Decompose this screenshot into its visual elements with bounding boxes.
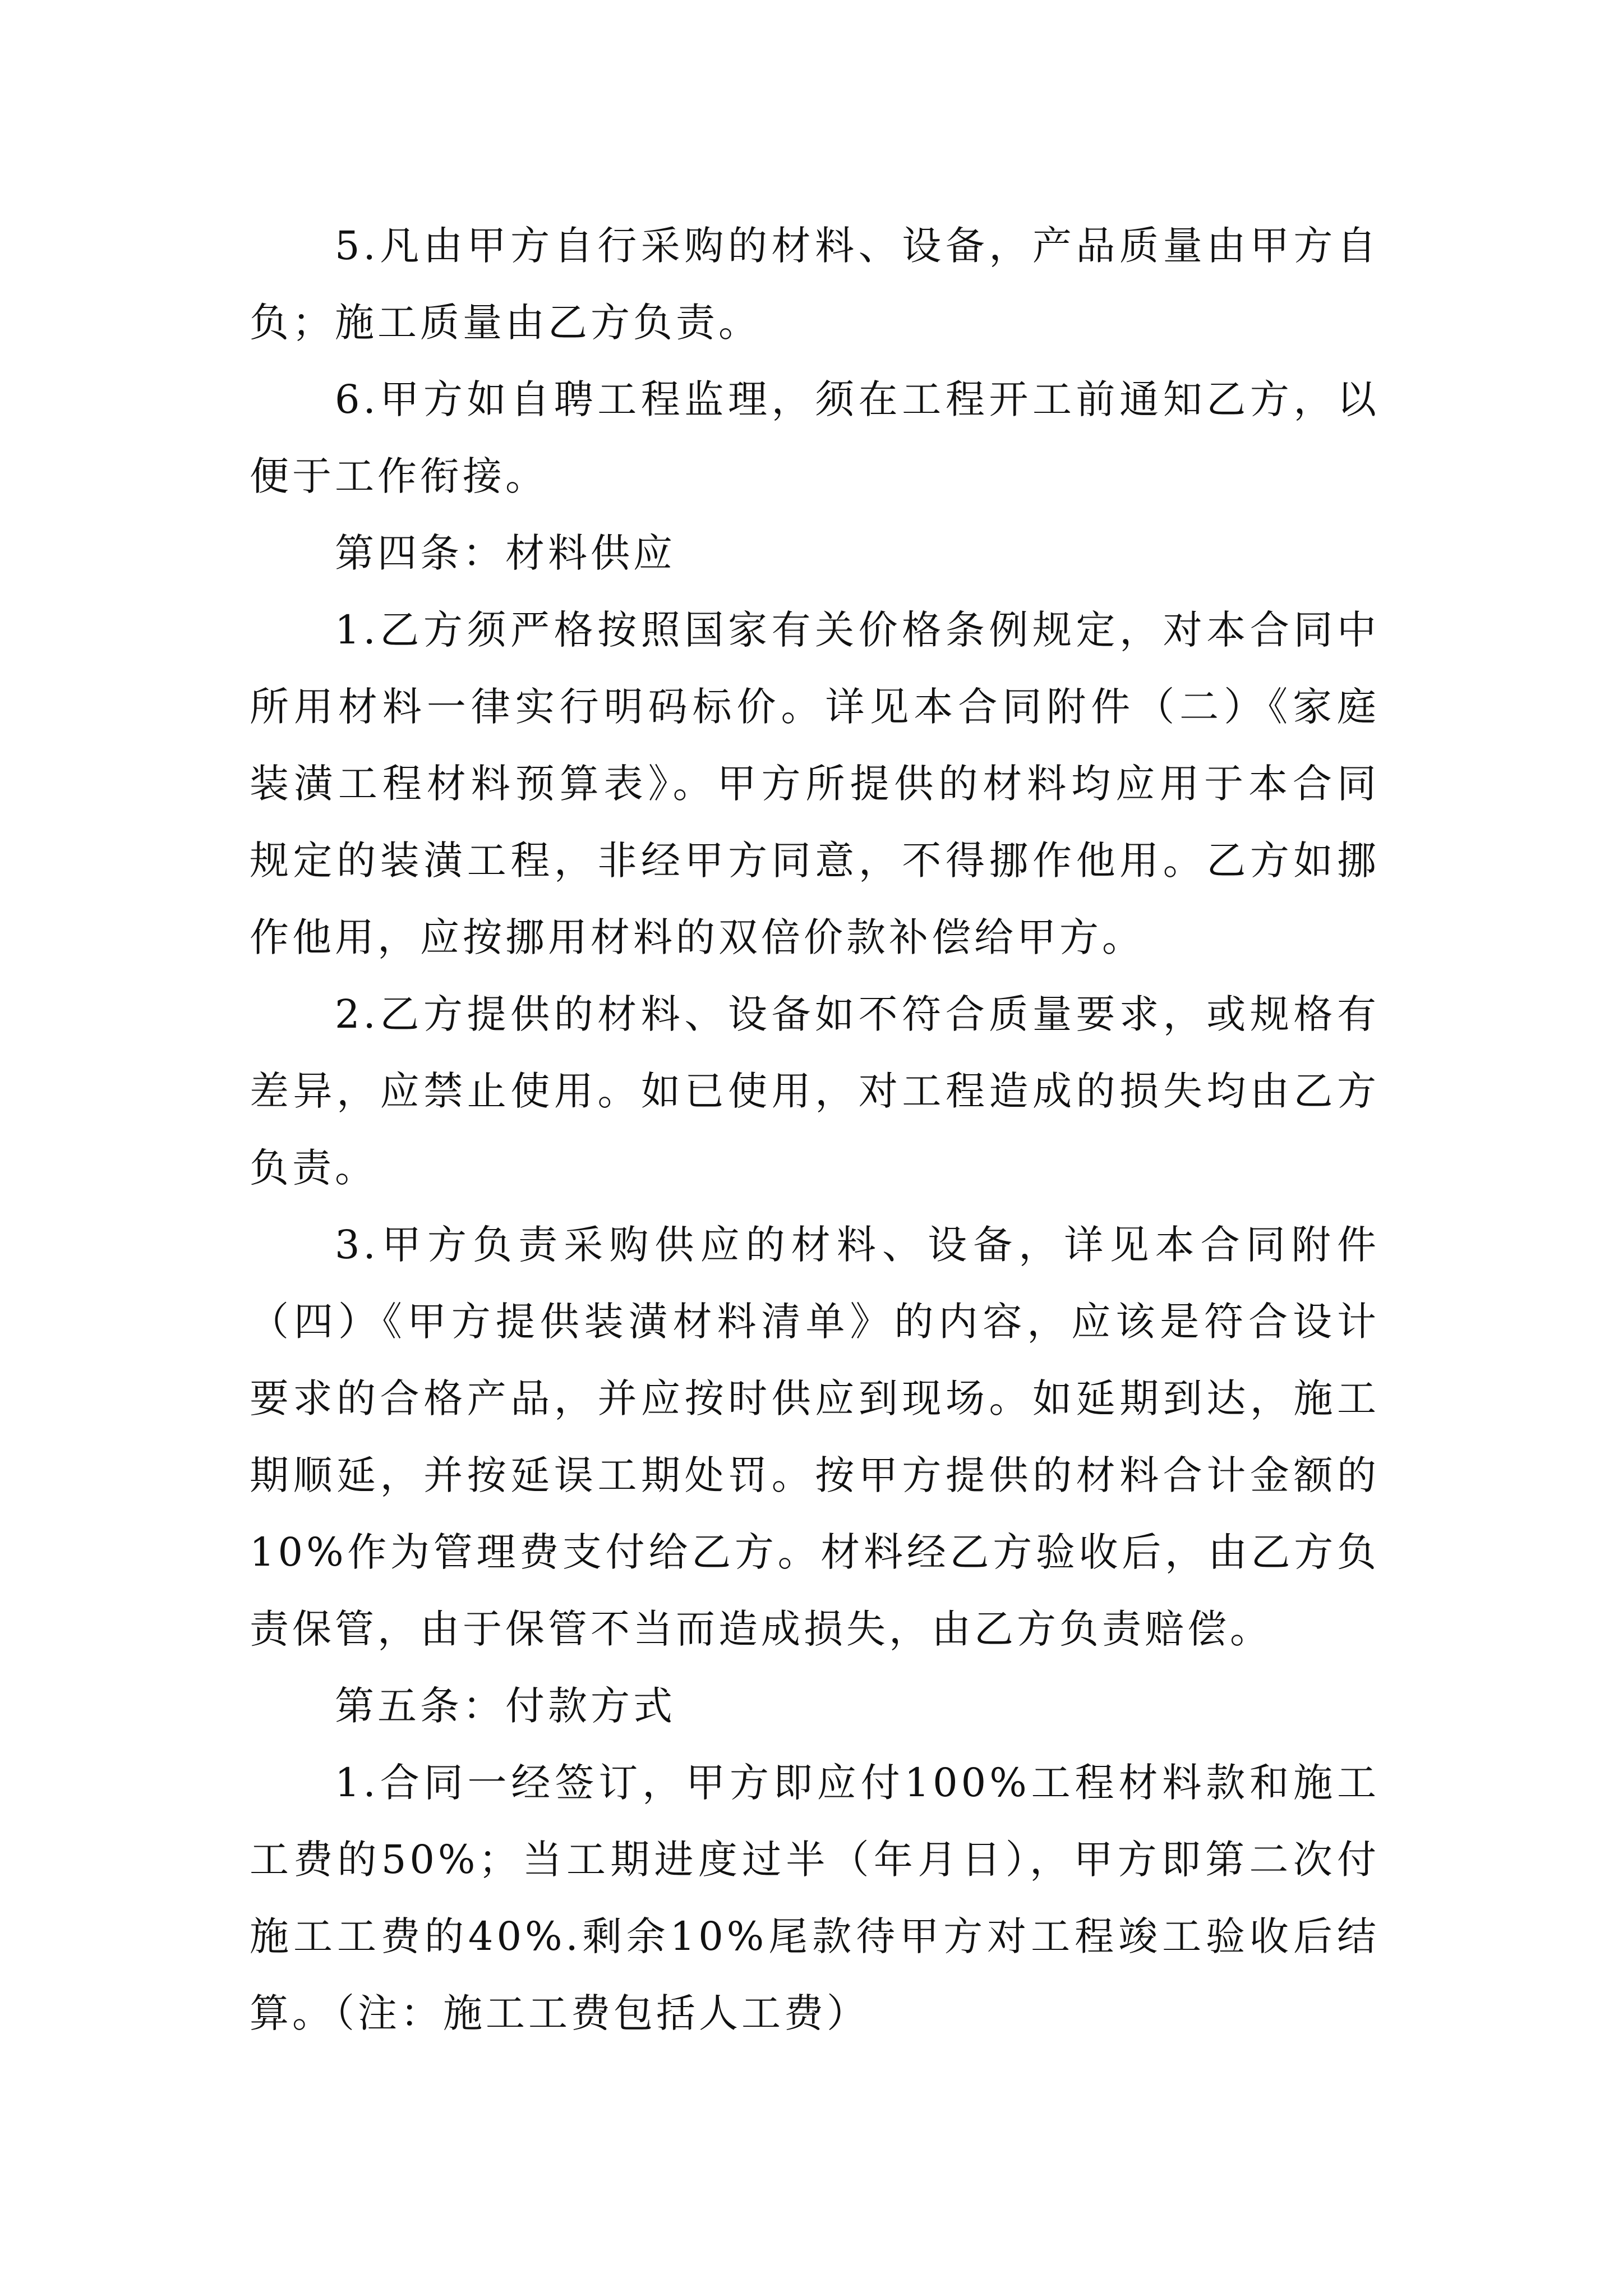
article-5-heading: 第五条：付款方式 xyxy=(335,1683,676,1729)
article-4-item-1: 1.乙方须严格按照国家有关价格条例规定，对本合同中所用材料一律实行明码标价。详见本合同附件（二）《家庭装潢工程材料预算表》。甲方所提供的材料均应用于本合同规定的装潢工程，非经甲方同意，不得挪作他用。乙方如挪作他用，应按挪用材料的双倍价款补偿给甲方。 xyxy=(250,607,1380,960)
clause-3-item-6: 6.甲方如自聘工程监理，须在工程开工前通知乙方，以便于工作衔接。 xyxy=(250,376,1380,499)
article-5-item-1: 1.合同一经签订，甲方即应付100%工程材料款和施工工费的50%；当工期进度过半（年月日），甲方即第二次付施工工费的40%.剩余10%尾款待甲方对工程竣工验收后结算。（注：施工工费包括人工费） xyxy=(250,1760,1380,2036)
clause-3-item-5: 5.凡由甲方自行采购的材料、设备，产品质量由甲方自负；施工质量由乙方负责。 xyxy=(250,223,1380,346)
article-4-heading: 第四条：材料供应 xyxy=(335,530,676,576)
article-4-item-2: 2.乙方提供的材料、设备如不符合质量要求，或规格有差异，应禁止使用。如已使用，对工程造成的损失均由乙方负责。 xyxy=(250,991,1380,1191)
article-4-item-3: 3.甲方负责采购供应的材料、设备，详见本合同附件（四）《甲方提供装潢材料清单》的内容，应该是符合设计要求的合格产品，并应按时供应到现场。如延期到达，施工期顺延，并按延误工期处罚。按甲方提供的材料合计金额的10%作为管理费支付给乙方。材料经乙方验收后，由乙方负责保管，由于保管不当而造成损失，由乙方负责赔偿。 xyxy=(250,1222,1380,1652)
document-body xyxy=(250,208,1380,2052)
